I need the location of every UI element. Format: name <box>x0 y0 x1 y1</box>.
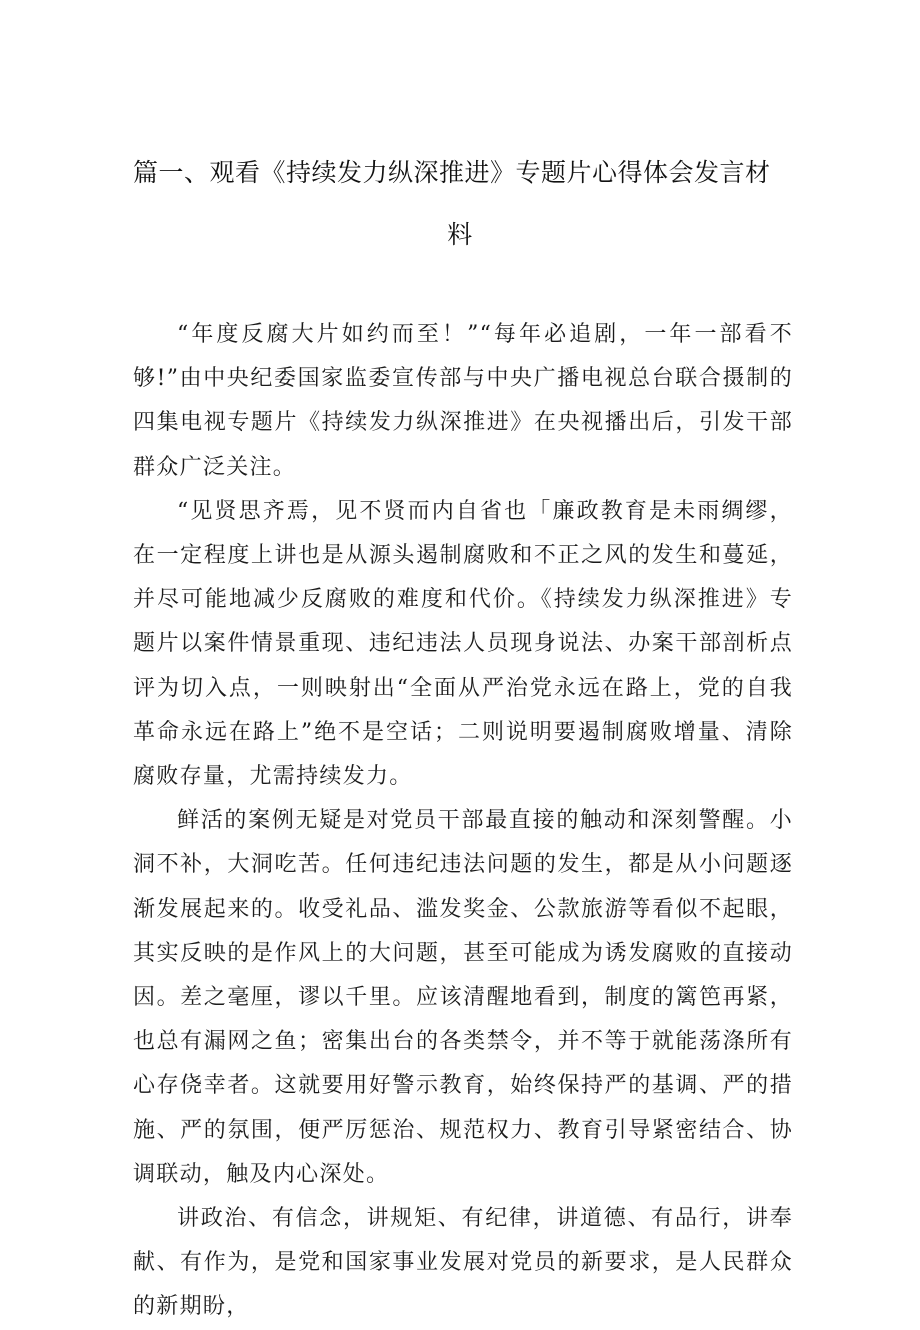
document-title-line-2: 料 <box>447 220 473 249</box>
document-title-line-1: 篇一、观看《持续发力纵深推进》专题片心得体会发言材 <box>133 158 771 187</box>
document-body <box>133 313 793 1330</box>
paragraph: 鲜活的案例无疑是对党员干部最直接的触动和深刻警醒。小洞不补，大洞吃苦。任何违纪违法问题的发生，都是从小问题逐渐发展起来的。收受礼品、滥发奖金、公款旅游等看似不起眼，其实反映的是作风上的大问题，甚至可能成为诱发腐败的直接动因。差之毫厘，谬以千里。应该清醒地看到，制度的篱笆再紧，也总有漏网之鱼；密集出台的各类禁令，并不等于就能荡涤所有心存侥幸者。这就要用好警示教育，始终保持严的基调、严的措施、严的氛围，便严厉惩治、规范权力、教育引导紧密结合、协调联动，触及内心深处。 <box>133 808 793 1187</box>
paragraph: “见贤思齐焉，见不贤而内自省也「廉政教育是未雨绸缪，在一定程度上讲也是从源头遏制腐败和不正之风的发生和蔓延，并尽可能地减少反腐败的难度和代价。《持续发力纵深推进》专题片以案件情景重现、违纪违法人员现身说法、办案干部剖析点评为切入点，一则映射出“全面从严治党永远在路上，党的自我革命永远在路上”绝不是空话；二则说明要遏制腐败增量、清除腐败存量，尤需持续发力。 <box>133 498 793 790</box>
paragraph: “年度反腐大片如约而至！”“每年必追剧，一年一部看不够!”由中央纪委国家监委宣传部与中央广播电视总台联合摄制的四集电视专题片《持续发力纵深推进》在央视播出后，引发干部群众广泛关注。 <box>133 322 793 480</box>
paragraph: 讲政治、有信念，讲规矩、有纪律，讲道德、有品行，讲奉献、有作为，是党和国家事业发展对党员的新要求，是人民群众的新期盼， <box>133 1206 793 1320</box>
